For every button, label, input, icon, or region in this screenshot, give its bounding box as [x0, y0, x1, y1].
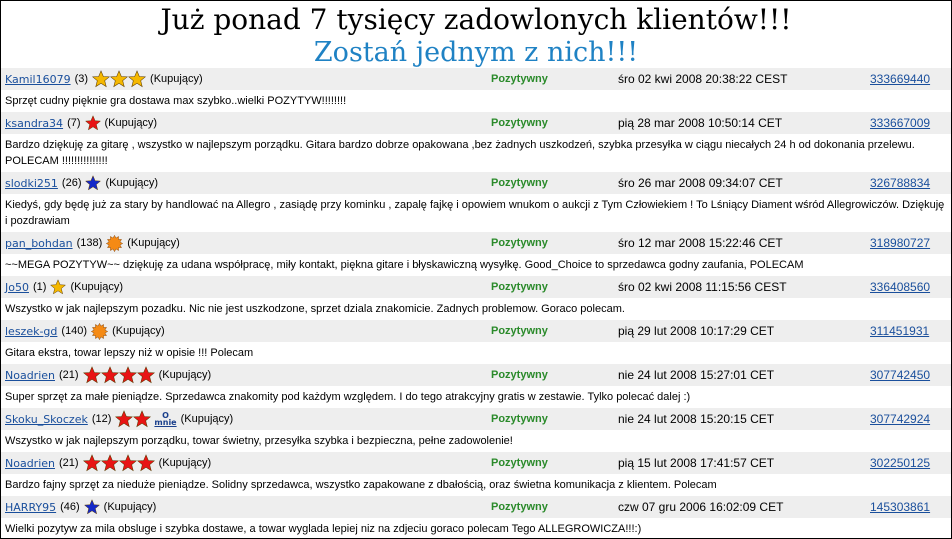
feedback-comment: Sprzęt cudny pięknie gra dostawa max szybko..wielki POZYTYW!!!!!!!!	[5, 95, 347, 107]
feedback-comment: Wielki pozytyw za mila obsluge i szybka dostawe, a towar wyglada lepiej niz na zdjeciu goraco polecam Tego ALLEGROWICZA!!!:)	[5, 523, 642, 535]
star-badge-icon	[115, 410, 151, 428]
sun-badge-icon	[106, 235, 123, 252]
user-rating-count: (138)	[76, 237, 103, 249]
star-icon	[119, 454, 137, 472]
star-icon	[101, 366, 119, 384]
user-info	[5, 175, 158, 191]
star-icon	[83, 454, 101, 472]
user-role: (Kupujący)	[70, 281, 124, 293]
feedback-header-row	[1, 232, 951, 254]
user-nick-link[interactable]: HARRY95	[5, 500, 57, 514]
auction-link[interactable]: 307742450	[870, 368, 931, 382]
auction-link[interactable]: 333667009	[870, 116, 931, 130]
user-role: (Kupujący)	[103, 501, 157, 513]
status-positive: Pozytywny	[491, 177, 548, 189]
star-icon	[83, 366, 101, 384]
star-icon	[137, 454, 155, 472]
feedback-header-row	[1, 408, 951, 430]
user-role: (Kupujący)	[150, 73, 203, 85]
feedback-comment: Super sprzęt za małe pieniądze. Sprzedawca znakomity pod każdym względem. I do tego atrakcyjny gratis w zestawie. Tylko polecać dalej :)	[5, 391, 691, 403]
feedback-date: śro 02 kwi 2008 20:38:22 CEST	[618, 72, 788, 86]
user-nick-link[interactable]: Kamil16079	[5, 72, 71, 86]
user-rating-count: (21)	[59, 369, 79, 381]
page-title: Już ponad 7 tysięcy zadowlonych klientów!!!	[160, 3, 792, 36]
feedback-header-row	[1, 112, 951, 134]
status-positive: Pozytywny	[491, 369, 548, 381]
star-icon	[101, 454, 119, 472]
user-info	[5, 411, 233, 427]
user-role: (Kupujący)	[180, 413, 234, 425]
feedback-date: śro 26 mar 2008 09:34:07 CET	[618, 176, 783, 190]
user-nick-link[interactable]: Noadrien	[5, 456, 55, 470]
star-icon	[85, 175, 101, 191]
auction-link[interactable]: 145303861	[870, 500, 931, 514]
feedback-header-row	[1, 68, 951, 90]
feedback-date: pią 15 lut 2008 17:41:57 CET	[618, 456, 775, 470]
auction-link[interactable]: 318980727	[870, 236, 931, 250]
user-rating-count: (140)	[61, 325, 88, 337]
auction-link[interactable]: 307742924	[870, 412, 931, 426]
status-positive: Pozytywny	[491, 237, 548, 249]
user-nick-link[interactable]: pan_bohdan	[5, 236, 73, 250]
user-rating-count: (3)	[74, 73, 89, 85]
star-badge-icon	[92, 70, 146, 88]
user-nick-link[interactable]: Jo50	[5, 280, 29, 294]
status-positive: Pozytywny	[491, 73, 548, 85]
star-icon	[119, 366, 137, 384]
user-rating-count: (7)	[67, 117, 81, 129]
user-info	[5, 71, 203, 87]
status-positive: Pozytywny	[491, 325, 548, 337]
feedback-date: pią 28 mar 2008 10:50:14 CET	[618, 116, 783, 130]
feedback-header-row	[1, 276, 951, 298]
user-rating-count: (1)	[32, 281, 47, 293]
auction-link[interactable]: 326788834	[870, 176, 931, 190]
star-icon	[128, 70, 146, 88]
sun-badge-icon	[91, 323, 108, 340]
feedback-date: czw 07 gru 2006 16:02:09 CET	[618, 500, 784, 514]
user-nick-link[interactable]: leszek-gd	[5, 324, 58, 338]
user-info	[5, 455, 211, 471]
star-badge-icon	[83, 366, 155, 384]
star-icon	[133, 410, 151, 428]
user-info	[5, 235, 180, 251]
feedback-header-row	[1, 496, 951, 518]
feedback-comment: Bardzo fajny sprzęt za nieduże pieniądze. Solidny sprzedawca, wszystko zapakowane z dbałością, oraz świetna komunikacja z klientem. Polecam	[5, 479, 717, 491]
feedback-header-row	[1, 172, 951, 194]
star-icon	[110, 70, 128, 88]
star-icon	[137, 366, 155, 384]
feedback-comment: Wszystko w jak najlepszym porządku, towar świetny, przesyłka szybka i bezpieczna, pełne zadowolenie!	[5, 435, 513, 447]
user-role: (Kupujący)	[105, 177, 159, 189]
user-role: (Kupujący)	[104, 117, 158, 129]
user-role: (Kupujący)	[127, 237, 180, 249]
user-rating-count: (26)	[61, 177, 82, 189]
feedback-comment: Wszystko w jak najlepszym pozadku. Nic nie jest uszkodzone, sprzet dziala znakomicie. Zadnych problemow. Goraco polecam.	[5, 303, 625, 315]
sun-icon	[106, 235, 123, 252]
user-info	[5, 115, 157, 131]
user-info	[5, 279, 123, 295]
user-role: (Kupujący)	[158, 369, 212, 381]
about-me-top: O	[162, 411, 169, 420]
status-positive: Pozytywny	[491, 117, 548, 129]
star-icon	[92, 70, 110, 88]
status-positive: Pozytywny	[491, 413, 548, 425]
star-icon	[84, 499, 100, 515]
star-badge-icon	[83, 454, 155, 472]
feedback-header-row	[1, 452, 951, 474]
status-positive: Pozytywny	[491, 457, 548, 469]
status-positive: Pozytywny	[491, 501, 548, 513]
auction-link[interactable]: 302250125	[870, 456, 931, 470]
star-badge-icon	[85, 175, 101, 191]
star-badge-icon	[84, 499, 100, 515]
status-positive: Pozytywny	[491, 281, 548, 293]
feedback-header-row	[1, 320, 951, 342]
star-badge-icon	[50, 279, 66, 295]
feedback-comment: Gitara ekstra, towar lepszy niż w opisie !!! Polecam	[5, 347, 254, 359]
auction-link[interactable]: 333669440	[870, 72, 931, 86]
user-info	[5, 323, 165, 339]
star-icon	[50, 279, 66, 295]
user-nick-link[interactable]: Noadrien	[5, 368, 55, 382]
user-info	[5, 499, 156, 515]
feedback-date: pią 29 lut 2008 10:17:29 CET	[618, 324, 775, 338]
auction-link[interactable]: 311451931	[870, 324, 930, 338]
auction-link[interactable]: 336408560	[870, 280, 931, 294]
feedback-date: nie 24 lut 2008 15:20:15 CET	[618, 412, 775, 426]
feedback-date: śro 02 kwi 2008 11:15:56 CEST	[618, 280, 787, 294]
feedback-header-row	[1, 364, 951, 386]
user-info	[5, 367, 211, 383]
sun-icon	[91, 323, 108, 340]
feedback-comment: ~~MEGA POZYTYW~~ dziękuję za udana współpracę, miły kontakt, piękna gitare i błyskawiczną wysyłkę. Good_Choice to sprzedawca godny zaufania, POLECAM	[5, 259, 804, 271]
about-me-bottom: mnie	[154, 418, 177, 427]
page-subtitle: Zostań jednym z nich!!!	[313, 37, 639, 68]
user-rating-count: (21)	[59, 457, 79, 469]
user-role: (Kupujący)	[112, 325, 165, 337]
star-icon	[115, 410, 133, 428]
feedback-comment: Kiedyś, gdy będę już za stary by handlować na Allegro , zasiądę przy kominku , zapalę fajkę i opowiem wnukom o aukcji z Tym Człowiekiem ! To Lśniący Diament wśród Allegrowiczów. Dziękuję i pozdrawiam	[5, 199, 945, 227]
feedback-list	[1, 68, 951, 539]
star-icon	[85, 115, 101, 131]
star-badge-icon	[85, 115, 101, 131]
user-nick-link[interactable]: slodki251	[5, 176, 58, 190]
feedback-date: śro 12 mar 2008 15:22:46 CET	[618, 236, 783, 250]
user-nick-link[interactable]: ksandra34	[5, 116, 64, 130]
about-me-icon[interactable]	[154, 412, 176, 426]
feedback-date: nie 24 lut 2008 15:27:01 CET	[618, 368, 775, 382]
user-nick-link[interactable]: Skoku_Skoczek	[5, 412, 88, 426]
user-role: (Kupujący)	[158, 457, 212, 469]
feedback-comment: Bardzo dziękuję za gitarę , wszystko w najlepszym porządku. Gitara bardzo dobrze opakowana ,bez żadnych uszkodzeń, szybka przesyłka w ciągu niecałych 24 h od dokonania przelewu. POLECAM !!!!!!!!!!!!!!!	[5, 139, 915, 167]
user-rating-count: (12)	[91, 413, 112, 425]
user-rating-count: (46)	[60, 501, 80, 513]
